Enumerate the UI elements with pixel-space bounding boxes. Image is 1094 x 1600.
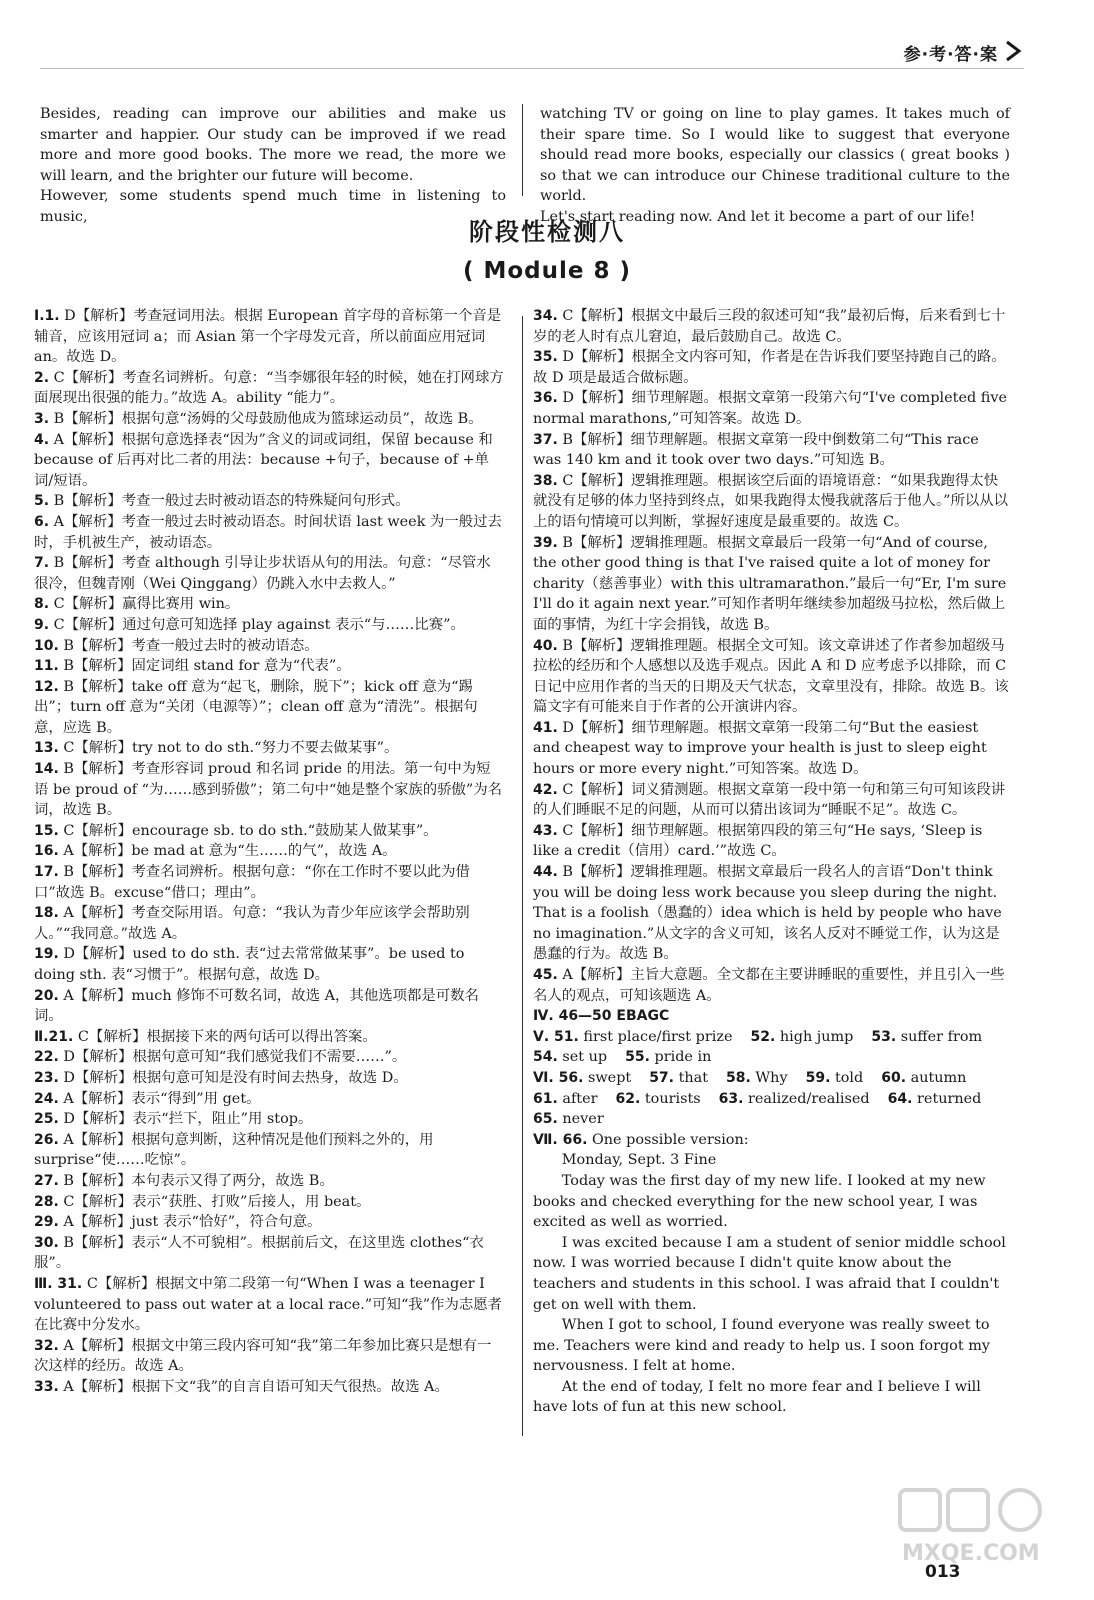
answer-text: B【解析】逻辑推理题。根据全文可知。该文章讲述了作者参加超级马拉松的经历和个人感想以及选手观点。因此 A 和 D 应考虑予以排除，而 C 日记中应用作者的当天的日期及天气状态，文章里没有，排除。故选 B。该篇文字有可能来自于作者的公开演讲内容。	[533, 637, 1009, 716]
answer-text: C【解析】根据接下来的两句话可以得出答案。	[77, 1028, 377, 1045]
fill-answer	[533, 1027, 732, 1048]
answer-text: C【解析】通过句意可知选择 play against 表示“与……比赛”。	[53, 616, 465, 633]
answer-number: 29.	[34, 1214, 59, 1231]
fill-answer	[806, 1068, 864, 1089]
answer-number: 38.	[533, 472, 558, 489]
answer-item	[34, 656, 504, 677]
answer-number: 12.	[34, 678, 59, 695]
answer-item	[533, 862, 1009, 965]
answer-item	[34, 862, 504, 903]
answer-number: 24.	[34, 1090, 59, 1107]
chevron-right-icon	[1004, 40, 1022, 62]
fill-answer	[615, 1089, 700, 1110]
answer-text: B【解析】考查 although 引导让步状语从句的用法。句意：“尽管水很冷，但魏青刚（Wei Qinggang）仍跳入水中去救人。”	[34, 555, 491, 592]
answer-text: D【解析】细节理解题。根据文章第一段第六句“I've completed five normal marathons,”可知答案。故选 D。	[533, 390, 1007, 427]
answer-number: 30.	[34, 1234, 59, 1251]
answer-item	[533, 347, 1009, 388]
answer-item	[533, 780, 1009, 821]
fill-answer	[888, 1089, 982, 1110]
answer-number: 13.	[34, 740, 59, 757]
fill-answer-text: told	[834, 1069, 864, 1086]
answer-number: 36.	[533, 390, 558, 407]
fill-answer-number: 65.	[533, 1111, 558, 1128]
fill-answer-text: after	[562, 1090, 598, 1107]
answer-text: C【解析】考查名词辨析。句意：“当李娜很年轻的时候，她在打网球方面展现出很强的能力。”故选 A。ability “能力”。	[34, 369, 504, 407]
answer-number: 28.	[34, 1193, 59, 1210]
fill-answer-text: pride in	[654, 1049, 712, 1066]
answer-text: A【解析】考查一般过去时被动语态。时间状语 last week 为一般过去时，手机被生产，被动语态。	[34, 513, 502, 551]
answer-number: 7.	[34, 555, 50, 572]
answer-text: D【解析】表示“拦下，阻止”用 stop。	[63, 1111, 313, 1128]
answer-number: 32.	[34, 1337, 59, 1354]
answer-number: 14.	[34, 761, 59, 778]
answer-text: A【解析】根据下文“我”的自言自语可知天气很热。故选 A。	[63, 1378, 449, 1395]
answer-number: 33.	[34, 1378, 59, 1395]
svg-text:MXQE.COM: MXQE.COM	[902, 1541, 1040, 1566]
answer-text: A【解析】根据句意判断，这种情况是他们预料之外的，用 surprise“使……吃惊”。	[34, 1131, 434, 1169]
answer-text: D【解析】细节理解题。根据文章第一段第二句“But the easiest and cheapest way to improve your health is just to sleep eight hours or more every night.”可知答案。故选 D。	[533, 719, 987, 778]
answer-item	[34, 677, 504, 739]
answer-item	[34, 1212, 504, 1233]
fill-answer	[533, 1068, 631, 1089]
answer-text: B【解析】考查一般过去时被动语态的特殊疑问句形式。	[53, 493, 410, 510]
answer-number: 40.	[533, 637, 558, 654]
answer-text: C【解析】encourage sb. to do sth.“鼓励某人做某事”。	[63, 822, 438, 839]
answer-item	[34, 759, 504, 821]
essay-paragraph: Besides, reading can improve our abilities and make us smarter and happier. Our study can be improved if we read more and more good books. The more we read, the more we will learn, and the brighter our future will become.	[40, 106, 506, 184]
answer-text: C【解析】表示“获胜、打败”后接人，用 beat。	[63, 1193, 371, 1210]
answer-item	[533, 388, 1009, 429]
fill-answer	[871, 1027, 982, 1048]
answer-text: B【解析】逻辑推理题。根据文章最后一段第一句“And of course, the other good thing is that I've raised quite a lot of money for charity（慈善事业）with this ultramarathon.”最后一句“Er, I'm sure I'll do it again next year.”可知作者明年继续参加超级马拉松，然后做上面的事情，为红十字会捐钱，故选 B。	[533, 534, 1007, 633]
fill-answer-number: 64.	[887, 1090, 913, 1107]
answer-list	[533, 306, 1009, 1006]
fill-answer-number: 54.	[533, 1049, 558, 1066]
answer-item	[34, 986, 504, 1027]
essay-paragraph: When I got to school, I found everyone was really sweet to me. Teachers were kind and ready to help us. I soon forgot my nervousness. I felt at home.	[533, 1317, 990, 1375]
fill-answer-number: Ⅵ. 56.	[533, 1069, 584, 1086]
part4-answers: Ⅳ. 46—50 EBAGC	[533, 1008, 670, 1025]
essay-right-column	[540, 104, 1010, 228]
answer-item	[533, 718, 1009, 780]
answer-item	[533, 636, 1009, 718]
answers-left-column	[34, 306, 504, 1397]
answer-number: 9.	[34, 616, 50, 633]
answer-text: C【解析】根据文中第二段第一句“When I was a teenager I volunteered to pass out water at a local race.”可知“我”作为志愿者在比赛中分发水。	[34, 1275, 503, 1334]
answer-number: 27.	[34, 1172, 59, 1189]
fill-answer-number: 55.	[625, 1049, 650, 1066]
answer-item	[34, 1192, 504, 1213]
answer-item	[34, 491, 504, 512]
answer-number: 26.	[34, 1131, 59, 1148]
header-rule	[40, 68, 1024, 69]
answer-text: A【解析】根据句意选择表“因为”含义的词或词组，保留 because 和 because of 后再对比二者的用法：because +句子，because of +单词/短语。	[34, 431, 493, 489]
answer-text: A【解析】考查交际用语。句意：“我认为青少年应该学会帮助别人。”“我同意。”故选 A。	[34, 905, 470, 942]
fill-answer-text: first place/first prize	[583, 1028, 733, 1045]
essay-paragraph: At the end of today, I felt no more fear and I believe I will have lots of fun at this new school.	[533, 1378, 981, 1416]
answer-text: C【解析】赢得比赛用 win。	[53, 596, 240, 613]
answer-text: D【解析】根据句意可知是没有时间去热身，故选 D。	[63, 1069, 408, 1086]
answer-number: 2.	[34, 369, 50, 386]
answer-text: A【解析】much 修饰不可数名词，故选 A，其他选项都是可数名词。	[34, 987, 479, 1025]
answer-item	[34, 1233, 504, 1274]
answer-text: B【解析】细节理解题。根据文章第一段中倒数第二句“This race was 140 km and it took over two days.”可知选 B。	[533, 431, 979, 469]
answer-number: 6.	[34, 513, 50, 530]
answer-text: B【解析】表示“人不可貌相”。根据前后文，在这里选 clothes“衣服”。	[34, 1234, 484, 1272]
part6-answers	[533, 1068, 1009, 1130]
answer-number: 39.	[533, 534, 558, 551]
answer-number: 16.	[34, 843, 59, 860]
answer-text: B【解析】考查形容词 proud 和名词 pride 的用法。第一句中为短语 be proud of “为……感到骄傲”；第二句中“她是整个家族的骄傲”为名词，故选 B。	[34, 761, 503, 819]
answer-number: 20.	[34, 987, 59, 1004]
answer-item	[34, 944, 504, 985]
essay-paragraph: I was excited because I am a student of senior middle school now. I was worried because I didn't quite know about the teachers and students in this school. I was afraid that I couldn't get on well with them.	[533, 1234, 1006, 1313]
answer-item	[34, 615, 504, 636]
answer-text: C【解析】try not to do sth.“努力不要去做某事”。	[63, 740, 399, 757]
fill-answer-number: Ⅴ. 51.	[533, 1028, 579, 1045]
fill-answer-text: autumn	[910, 1069, 967, 1086]
answer-item	[34, 1274, 504, 1336]
answer-text: D【解析】根据句意可知“我们感觉我们不需要……”。	[63, 1049, 407, 1066]
fill-answer-number: 61.	[533, 1090, 558, 1107]
answer-item	[34, 1377, 504, 1398]
fill-answer-text: set up	[562, 1049, 608, 1066]
part7-intro-line	[533, 1130, 1009, 1151]
answer-item	[34, 903, 504, 944]
fill-answer	[726, 1068, 788, 1089]
section-module: ( Module 8 )	[462, 258, 632, 284]
answer-text: A【解析】根据文中第三段内容可知“我”第二年参加比赛只是想有一次这样的经历。故选 A。	[34, 1337, 492, 1375]
answer-item	[34, 1068, 504, 1089]
answer-item	[533, 533, 1009, 636]
fill-answer-number: 63.	[718, 1090, 744, 1107]
answer-item	[34, 841, 504, 862]
answer-text: C【解析】细节理解题。根据第四段的第三句“He says, ‘Sleep is like a credit（信用）card.’”故选 C。	[533, 822, 983, 860]
answer-text: D【解析】根据全文内容可知，作者是在告诉我们要坚持跑自己的路。故 D 项是最适合做标题。	[533, 349, 1006, 386]
answer-number: 10.	[34, 637, 59, 654]
column-divider	[522, 316, 523, 1436]
answer-item	[533, 965, 1009, 1006]
answer-item	[34, 1027, 504, 1048]
answer-number: 11.	[34, 658, 59, 675]
fill-answer	[533, 1047, 607, 1068]
answer-item	[34, 368, 504, 409]
answer-item	[34, 409, 504, 430]
answer-text: D【解析】used to do sth. 表“过去常常做某事”。be used to doing sth. 表“习惯于”。根据句意，故选 D。	[34, 946, 465, 983]
answer-number: 5.	[34, 493, 50, 510]
fill-answer-number: 57.	[649, 1069, 674, 1086]
fill-answer-text: realized/realised	[748, 1090, 870, 1107]
fill-answer-number: 52.	[750, 1028, 776, 1045]
answer-number: 8.	[34, 596, 50, 613]
answer-item	[34, 512, 504, 553]
fill-answer	[750, 1027, 853, 1048]
answer-text: B【解析】考查一般过去时的被动语态。	[63, 637, 319, 654]
answer-text: B【解析】本句表示又得了两分，故选 B。	[63, 1172, 334, 1189]
answer-item	[34, 1109, 504, 1130]
essay-paragraph: Today was the first day of my new life. I looked at my new books and checked everything for the new school year, I was excited as well as worried.	[533, 1172, 986, 1231]
essay-left-column	[40, 104, 506, 228]
answer-text: A【解析】主旨大意题。全文都在主要讲睡眠的重要性，并且引入一些名人的观点，可知该题选 A。	[533, 967, 1005, 1004]
fill-answer	[719, 1089, 870, 1110]
fill-answer	[533, 1089, 597, 1110]
column-divider	[522, 104, 523, 196]
essay-paragraph: watching TV or going on line to play games. It takes much of their spare time. So I would like to suggest that everyone should read more books, especially our classics ( great books ) so that we can introduce our Chinese traditional culture to the world.	[540, 106, 1010, 205]
part7-label: Ⅶ. 66.	[533, 1131, 588, 1148]
answer-number: 18.	[34, 905, 59, 922]
fill-answer	[533, 1109, 604, 1130]
essay-date: Monday, Sept. 3 Fine	[561, 1152, 717, 1169]
fill-answer-number: 60.	[881, 1069, 907, 1086]
answer-text: C【解析】逻辑推理题。根据该空后面的语境语意：“如果我跑得太快就没有足够的体力坚持到终点，如果我跑得太慢我就落后于他人。”所以从以上的语句情境可以判断，掌握好速度是最重要的。故选 C。	[533, 472, 1009, 530]
watermark-logo	[896, 1486, 1066, 1568]
answer-text: A【解析】just 表示“恰好”，符合句意。	[63, 1214, 322, 1231]
answer-text: C【解析】词义猜测题。根据文章第一段中第一句和第三句可知该段讲的人们睡眠不足的问题，从而可以猜出该词为“睡眠不足”。故选 C。	[533, 781, 1006, 819]
fill-answer-number: 62.	[615, 1090, 641, 1107]
answer-text: B【解析】固定词组 stand for 意为“代表”。	[63, 658, 351, 675]
answers-right-column	[533, 306, 1009, 1418]
fill-answer	[649, 1068, 708, 1089]
answer-number: 3.	[34, 410, 50, 427]
answer-text: C【解析】根据文中最后三段的叙述可知“我”最初后悔，后来看到七十岁的老人时有点儿窘迫，最后鼓励自己。故选 C。	[533, 308, 1006, 345]
fill-answer-number: 58.	[726, 1069, 751, 1086]
answer-item	[34, 821, 504, 842]
answer-number: Ⅲ. 31.	[34, 1275, 83, 1292]
answer-number: 34.	[533, 308, 558, 324]
answer-item	[34, 636, 504, 657]
essay-paragraph: Let's start reading now. And let it become a part of our life!	[540, 208, 976, 225]
answer-text: B【解析】根据句意“汤姆的父母鼓励他成为篮球运动员”，故选 B。	[53, 410, 483, 427]
answer-number: 43.	[533, 822, 558, 839]
fill-answer-text: never	[562, 1111, 604, 1128]
answer-number: 41.	[533, 719, 558, 736]
section-title: 阶段性检测八	[469, 218, 625, 246]
part5-answers	[533, 1027, 1009, 1068]
fill-answer-text: tourists	[644, 1090, 701, 1107]
answer-item	[34, 1171, 504, 1192]
answer-number: 42.	[533, 781, 558, 798]
answer-number: 19.	[34, 946, 59, 963]
answer-item	[34, 1336, 504, 1377]
header-tag: 参·考·答·案	[903, 45, 998, 65]
answer-item	[34, 594, 504, 615]
answer-number: Ⅰ.1.	[34, 308, 60, 324]
answer-text: B【解析】逻辑推理题。根据文章最后一段名人的言语“Don't think you will be doing less work because you sleep during the night. That is a foolish（愚蠢的）idea which is held by people who have no imagination.”从文字的含义可知，该名人反对不睡觉工作，认为这是愚蠢的行为。故选 B。	[533, 864, 1002, 963]
fill-answer-text: suffer from	[900, 1028, 983, 1045]
answer-item	[34, 306, 504, 368]
answer-text: A【解析】表示“得到”用 get。	[63, 1090, 261, 1107]
answer-number: 23.	[34, 1069, 59, 1086]
answer-number: 22.	[34, 1049, 59, 1066]
fill-answer-text: swept	[587, 1069, 632, 1086]
fill-answer-text: that	[678, 1069, 708, 1086]
fill-answer-text: returned	[917, 1090, 982, 1107]
answer-text: B【解析】take off 意为“起飞，删除，脱下”；kick off 意为“踢出”；turn off 意为“关闭（电源等）”；clean off 意为“清洗”。根据句意，应选 B。	[34, 678, 478, 736]
answer-item	[533, 471, 1009, 533]
answer-item	[533, 306, 1009, 347]
answer-number: 15.	[34, 822, 59, 839]
fill-answer	[625, 1047, 711, 1068]
answer-item	[34, 1047, 504, 1068]
part7-intro: One possible version:	[591, 1131, 749, 1148]
answer-item	[533, 430, 1009, 471]
fill-answer	[881, 1068, 966, 1089]
fill-answer-number: 59.	[805, 1069, 831, 1086]
essay-paragraph: However, some students spend much time in listening to music,	[40, 188, 506, 225]
answer-item	[34, 553, 504, 594]
answer-item	[34, 1089, 504, 1110]
answer-number: Ⅱ.21.	[34, 1028, 74, 1045]
answer-item	[34, 738, 504, 759]
answer-number: 35.	[533, 349, 558, 366]
answer-text: D【解析】考查冠词用法。根据 European 首字母的音标第一个音是辅音，应该用冠词 a；而 Asian 第一个字母发元音，所以前面应用冠词 an。故选 D。	[34, 308, 502, 366]
answer-item	[34, 430, 504, 492]
answer-number: 44.	[533, 864, 558, 881]
answer-number: 37.	[533, 431, 558, 448]
answer-number: 17.	[34, 864, 59, 881]
page-number: 013	[925, 1562, 961, 1582]
answer-item	[34, 1130, 504, 1171]
answer-number: 4.	[34, 431, 50, 448]
answer-item	[533, 821, 1009, 862]
answer-number: 25.	[34, 1111, 59, 1128]
fill-answer-number: 53.	[871, 1028, 897, 1045]
answer-number: 45.	[533, 967, 558, 983]
fill-answer-text: high jump	[779, 1028, 854, 1045]
answer-text: B【解析】考查名词辨析。根据句意：“你在工作时不要以此为借口”故选 B。excuse“借口；理由”。	[34, 864, 470, 901]
answer-text: A【解析】be mad at 意为“生……的气”，故选 A。	[63, 843, 397, 860]
fill-answer-text: Why	[755, 1069, 788, 1086]
